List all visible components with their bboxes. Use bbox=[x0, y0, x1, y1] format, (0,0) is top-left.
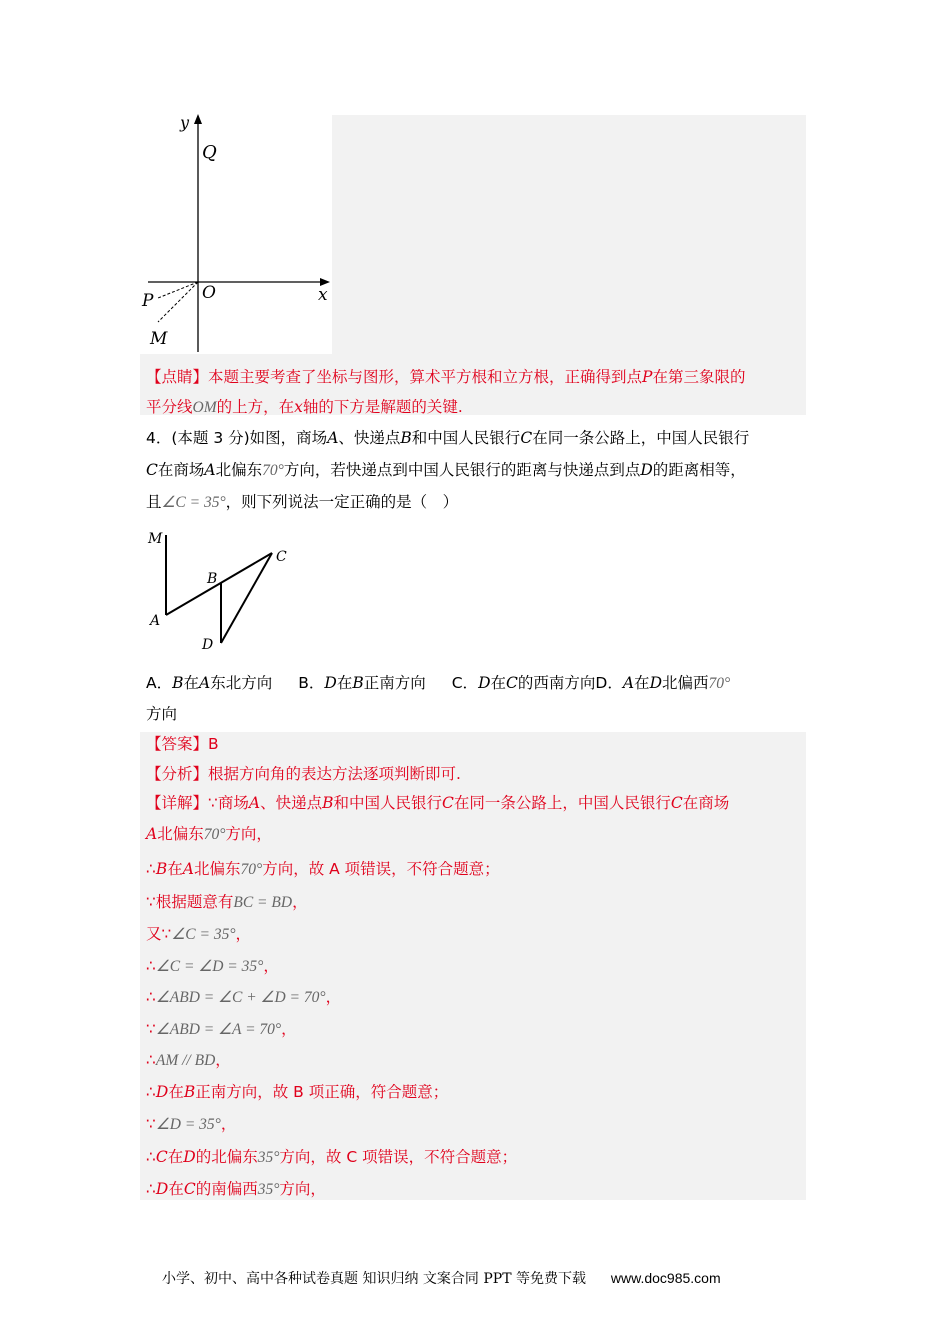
coordinate-figure bbox=[140, 112, 332, 354]
detail-tag: 【详解】 bbox=[146, 794, 209, 812]
var: D bbox=[324, 674, 337, 692]
footer bbox=[162, 1268, 721, 1288]
var: C bbox=[442, 794, 454, 812]
math: ∠C = ∠D = 35° bbox=[155, 958, 264, 975]
text: ， bbox=[325, 988, 342, 1006]
var: B bbox=[322, 794, 334, 812]
text: ， bbox=[263, 957, 279, 975]
var: A bbox=[182, 860, 194, 878]
text: 、快递点 bbox=[260, 794, 323, 812]
var: C bbox=[670, 794, 683, 812]
text: 且 bbox=[146, 493, 162, 511]
var-x: x bbox=[294, 398, 303, 416]
text: ， bbox=[292, 893, 308, 911]
math: AM // BD bbox=[155, 1052, 216, 1069]
text: 的上方，在 bbox=[216, 398, 295, 416]
option-label: A． bbox=[146, 674, 173, 692]
var: A bbox=[146, 825, 158, 843]
text: 在 bbox=[490, 674, 507, 692]
detail-line1 bbox=[146, 792, 729, 814]
text: 在第三象限的 bbox=[652, 368, 746, 386]
var: C bbox=[520, 429, 533, 447]
text: 在 bbox=[168, 1083, 184, 1101]
var: B bbox=[400, 429, 412, 447]
text: 的西南方向 bbox=[517, 674, 596, 692]
math: 70° bbox=[262, 462, 284, 479]
detail-line13 bbox=[146, 1178, 326, 1201]
text: ∴ bbox=[146, 1180, 156, 1198]
text: 方向，故 A 项错误，不符合题意； bbox=[262, 860, 500, 878]
label-m: M bbox=[150, 329, 168, 349]
detail-line2 bbox=[146, 823, 272, 846]
text: ，则下列说法一定正确的是（ ） bbox=[225, 493, 459, 511]
label-q: Q bbox=[202, 142, 217, 163]
text: 在 bbox=[336, 674, 353, 692]
text: 在 bbox=[167, 860, 183, 878]
label-d: D bbox=[202, 637, 214, 653]
math: BC = BD bbox=[233, 894, 293, 911]
y-arrow bbox=[194, 114, 202, 124]
var: D bbox=[649, 674, 662, 692]
var: A bbox=[622, 674, 635, 692]
text: ∵ bbox=[146, 1020, 156, 1038]
label-x: x bbox=[318, 285, 328, 305]
text: 北偏东 bbox=[193, 860, 241, 878]
math: 70° bbox=[203, 826, 226, 843]
text: 方向， bbox=[279, 1180, 326, 1198]
text: ∴ bbox=[146, 1148, 156, 1166]
var: A bbox=[327, 429, 339, 447]
text: 方向，故 C 项错误，不符合题意； bbox=[279, 1148, 518, 1166]
var: A bbox=[248, 794, 261, 812]
detail-line5 bbox=[146, 923, 251, 946]
text: ∵商场 bbox=[208, 794, 249, 812]
text: 在 bbox=[634, 674, 650, 692]
var-p: P bbox=[642, 368, 653, 386]
text: 的南偏西 bbox=[195, 1180, 258, 1198]
detail-line8 bbox=[146, 1018, 297, 1041]
label-b: B bbox=[207, 571, 218, 587]
detail-line3 bbox=[146, 858, 500, 881]
direction-diagram bbox=[140, 525, 300, 657]
text: ∴ bbox=[146, 957, 156, 975]
option-label: B． bbox=[298, 674, 325, 692]
detail-line4 bbox=[146, 891, 308, 914]
text: 本题主要考查了坐标与图形，算术平方根和立方根，正确得到点 bbox=[208, 368, 643, 386]
text: 北偏东 bbox=[157, 825, 204, 843]
var: B bbox=[352, 674, 364, 692]
text: 在同一条公路上，中国人民银行 bbox=[453, 794, 671, 812]
question-line1 bbox=[146, 427, 749, 449]
detail-line10 bbox=[146, 1081, 448, 1103]
text: 4．(本题 3 分)如图，商场 bbox=[146, 429, 328, 447]
math: ∠C = 35° bbox=[161, 494, 226, 511]
var: D bbox=[155, 1083, 169, 1101]
option-b[interactable] bbox=[298, 674, 426, 692]
text: ∵ bbox=[146, 1115, 156, 1133]
text: 正南方向 bbox=[363, 674, 426, 692]
var: C bbox=[155, 1148, 168, 1166]
options-line bbox=[146, 672, 730, 695]
text: 的北偏东 bbox=[195, 1148, 258, 1166]
label-a: A bbox=[150, 613, 161, 629]
footer-url[interactable]: www.doc985.com bbox=[610, 1270, 721, 1286]
var: C bbox=[506, 674, 518, 692]
detail-line6 bbox=[146, 955, 279, 978]
text: 在商场 bbox=[157, 461, 205, 479]
option-label: C． bbox=[451, 674, 479, 692]
math: 70° bbox=[240, 861, 263, 878]
option-d[interactable] bbox=[595, 674, 730, 692]
text: ∴ bbox=[146, 1051, 156, 1069]
text: 平分线 bbox=[146, 398, 193, 416]
text: 方向，若快递点到中国人民银行的距离与快递点到点 bbox=[283, 461, 641, 479]
text: 在 bbox=[183, 674, 200, 692]
text: 在商场 bbox=[682, 794, 730, 812]
label-m: M bbox=[148, 531, 163, 547]
dianjing-tag: 【点睛】 bbox=[146, 368, 209, 386]
coordinate-diagram bbox=[140, 112, 332, 354]
text: ∵根据题意有 bbox=[146, 893, 234, 911]
text: 和中国人民银行 bbox=[333, 794, 443, 812]
text: 东北方向 bbox=[210, 674, 273, 692]
option-c[interactable] bbox=[452, 674, 596, 692]
text: ， bbox=[281, 1020, 297, 1038]
math: ∠C = 35° bbox=[171, 926, 236, 943]
label-c: C bbox=[276, 549, 287, 565]
option-label: D． bbox=[595, 674, 623, 692]
var: D bbox=[183, 1148, 196, 1166]
var: B bbox=[155, 860, 168, 878]
answer-value: B bbox=[208, 735, 219, 753]
label-p: P bbox=[142, 291, 154, 311]
line-ac bbox=[166, 553, 272, 615]
math: ∠ABD = ∠A = 70° bbox=[155, 1021, 282, 1038]
var: B bbox=[172, 674, 184, 692]
text: 北偏西 bbox=[662, 674, 709, 692]
var: A bbox=[199, 674, 211, 692]
text: 和中国人民银行 bbox=[411, 429, 521, 447]
text: ∴ bbox=[146, 1083, 156, 1101]
options-line2 bbox=[146, 703, 177, 725]
direction-figure bbox=[140, 525, 300, 657]
var: C bbox=[146, 461, 158, 479]
text: 在 bbox=[168, 1180, 184, 1198]
answer-tag: 【答案】 bbox=[146, 735, 209, 753]
detail-line11 bbox=[146, 1113, 236, 1136]
om-line bbox=[158, 282, 198, 322]
detail-line12 bbox=[146, 1146, 517, 1169]
label-y: y bbox=[180, 113, 190, 132]
var: B bbox=[183, 1083, 196, 1101]
text: 又∵ bbox=[146, 925, 172, 943]
analysis-line bbox=[146, 763, 461, 785]
analysis-text: 根据方向角的表达方法逐项判断即可. bbox=[208, 765, 461, 783]
detail-line7 bbox=[146, 986, 341, 1009]
text: 轴的下方是解题的关键. bbox=[302, 398, 463, 416]
math: 35° bbox=[257, 1149, 280, 1166]
text: 正南方向，故 B 项正确，符合题意； bbox=[195, 1083, 449, 1101]
var: C bbox=[183, 1180, 196, 1198]
text: 的距离相等， bbox=[652, 461, 746, 479]
var: A bbox=[204, 461, 216, 479]
question-line2 bbox=[146, 459, 746, 482]
question-line3 bbox=[146, 491, 458, 514]
var: D bbox=[640, 461, 653, 479]
answer-line bbox=[146, 733, 219, 755]
label-o: O bbox=[202, 283, 216, 303]
analysis-tag: 【分析】 bbox=[146, 765, 209, 783]
text: ， bbox=[215, 1051, 231, 1069]
text: ∴ bbox=[146, 988, 156, 1006]
var: D bbox=[478, 674, 491, 692]
text: 方向 bbox=[146, 705, 178, 723]
math: 70° bbox=[708, 675, 731, 692]
footer-text: 小学、初中、高中各种试卷真题 知识归纳 文案合同 PPT 等免费下载 bbox=[162, 1271, 586, 1287]
line-dc bbox=[221, 553, 272, 643]
text: 在 bbox=[167, 1148, 184, 1166]
text: 在同一条公路上，中国人民银行 bbox=[532, 429, 750, 447]
text: ∴ bbox=[146, 860, 156, 878]
math: ∠D = 35° bbox=[155, 1116, 221, 1133]
math: ∠ABD = ∠C + ∠D = 70° bbox=[155, 989, 326, 1006]
var: D bbox=[155, 1180, 169, 1198]
text: 、快递点 bbox=[338, 429, 401, 447]
dianjing-line1 bbox=[146, 366, 745, 388]
detail-line9 bbox=[146, 1049, 231, 1072]
var-om: OM bbox=[192, 399, 217, 416]
option-a[interactable] bbox=[146, 674, 272, 692]
op-line bbox=[158, 282, 198, 298]
text: 方向， bbox=[225, 825, 272, 843]
text: ， bbox=[220, 1115, 237, 1133]
math: 35° bbox=[257, 1181, 280, 1198]
text: 北偏东 bbox=[215, 461, 263, 479]
text: ， bbox=[235, 925, 252, 943]
dianjing-line2 bbox=[146, 396, 463, 419]
